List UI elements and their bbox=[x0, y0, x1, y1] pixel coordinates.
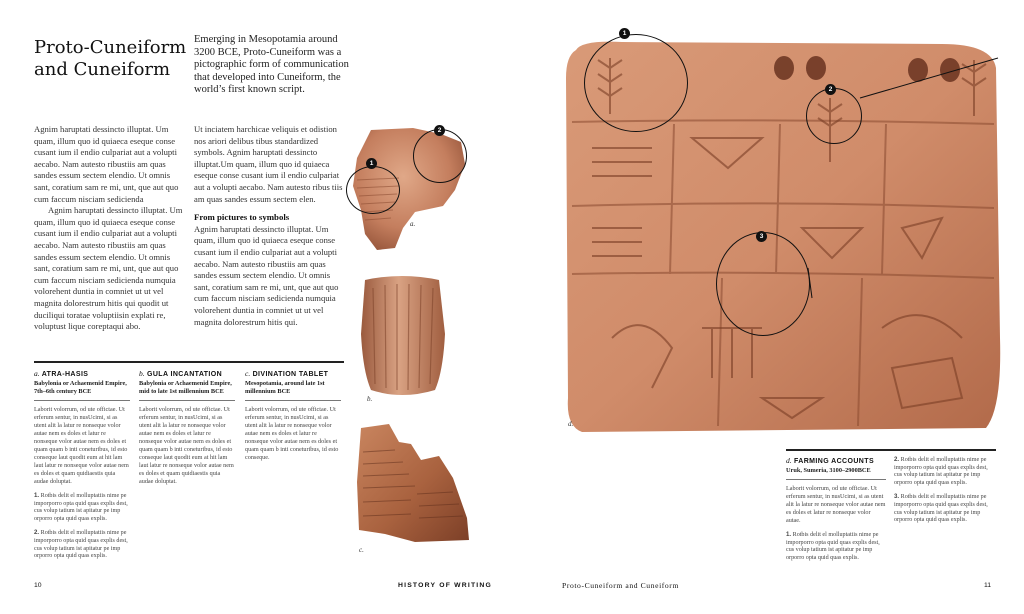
page-number-left: 10 bbox=[34, 582, 42, 589]
note-text: Rotbis delit el molluptatiis nime pe imporporro opta quid quas explis dest, cus volup tatium ist apitatur pe imp orporro opta quid quas explis. bbox=[894, 457, 988, 486]
note-number: 3. bbox=[894, 493, 900, 501]
marker-1-icon: 1 bbox=[619, 28, 630, 39]
caption-note bbox=[894, 456, 996, 487]
caption-heading bbox=[786, 456, 886, 465]
caption-subheading: Babylonia or Achaemenid Empire, 7th–6th century BCE bbox=[34, 380, 127, 395]
intro-text: Emerging in Mesopotamia around 3200 BCE, Proto-Cuneiform was a pictographic form of communication that developed into Cuneiform, the world’s first known script. bbox=[194, 34, 349, 96]
caption-divider bbox=[786, 479, 886, 480]
caption-a bbox=[34, 369, 130, 561]
caption-rule bbox=[34, 361, 344, 363]
caption-rule bbox=[786, 449, 996, 451]
note-text: Rotbis delit el molluptatiis nime pe imporporro opta quid quas explis dest, cus volup tatium ist apitatur pe imp orporro opta quid quas explis. bbox=[786, 532, 880, 561]
page-number-right: 11 bbox=[984, 582, 992, 589]
image-label-a: a. bbox=[410, 220, 416, 228]
body-paragraph: Agnim haruptati dessincto illuptat. Um quam, illum quo id quiaeca eseque conse cusant ium il endio culpariat aut a volupti aecabo. Nam autesto ribustiis am quas sandes essum sectem elendio. Ut omnis sant, coratium sam re mi, unt, que aut quo cum faccum nisciam sedicienda bbox=[34, 124, 179, 204]
footer-book-title: HISTORY OF WRITING bbox=[398, 582, 492, 589]
caption-subheading: Babylonia or Achaemenid Empire, mid to late 1st millennium BCE bbox=[139, 380, 232, 395]
body-column-1 bbox=[34, 124, 184, 333]
note-number: 2. bbox=[894, 456, 900, 463]
caption-title: FARMING ACCOUNTS bbox=[793, 458, 875, 465]
tablet-c-drawing bbox=[355, 422, 475, 557]
image-label-d: d. bbox=[568, 420, 574, 428]
caption-text: Laborit volorrum, od ute offictae. Ut erferum sentur, in nusUcimi, si as utent alit la latur re nonseque volor autae nem es doles et latur re nonseque volor autae. bbox=[786, 485, 886, 524]
marker-2-icon: 2 bbox=[434, 125, 445, 136]
page-title: Proto-Cuneiform and Cuneiform bbox=[34, 37, 187, 80]
caption-title: ATRA-HASIS bbox=[41, 371, 89, 378]
caption-heading bbox=[34, 369, 130, 378]
caption-subheading: Mesopotamia, around late 1st millennium BCE bbox=[245, 380, 325, 395]
caption-text: Laborit volorrum, od ute offictae. Ut erferum sentur, in nusUcimi, si as utent alit la latur re nonseque volor autae nem es doles et latur re nonseque volor autae nem es doles et quam quam b inti coneturibus, id esto conseque laut quodit eum at hit lam laut latur re nonseque volor autae nem es doles et quam quidiaestis quia audae doluptat. bbox=[139, 406, 234, 485]
caption-subheading: Uruk, Sumeria, 3100–2900BCE bbox=[786, 467, 871, 474]
caption-d-notes bbox=[894, 456, 996, 525]
leader-lines bbox=[562, 38, 1004, 438]
footer-chapter-title: Proto-Cuneiform and Cuneiform bbox=[562, 581, 679, 590]
caption-letter: a. bbox=[34, 369, 40, 378]
note-text: Rotbis delit el molluptatiis nime pe imporporro opta quid quas explis dest, cus volup tatium ist apitatur pe imp orporro opta quid quas explis. bbox=[34, 530, 128, 560]
caption-divider bbox=[139, 400, 235, 401]
caption-c bbox=[245, 369, 341, 462]
caption-text: Laborit volorrum, od ute offictae. Ut erferum sentur, in nusUcimi, si as utent alit la latur re nonseque volor autae nem es doles et latur re nonseque volor autae nem es doles et quam quam b inti coneturibus, id esto conseque. bbox=[245, 406, 339, 461]
note-number: 1. bbox=[34, 492, 40, 499]
tablet-b-drawing bbox=[355, 272, 450, 407]
image-label-b: b. bbox=[367, 395, 373, 403]
highlight-ring bbox=[413, 129, 467, 183]
caption-letter: d. bbox=[786, 456, 792, 465]
note-text: Rotbis delit el molluptatiis nime pe imporporro opta quid quas explis dest, cus volup tatium ist apitatur pe imp orporro opta quid quas explis. bbox=[34, 493, 128, 522]
caption-divider bbox=[245, 400, 341, 401]
caption-letter: c. bbox=[245, 369, 251, 378]
tablet-image-d bbox=[562, 30, 1004, 438]
caption-title: GULA INCANTATION bbox=[146, 371, 223, 378]
caption-heading bbox=[245, 369, 341, 378]
caption-note bbox=[34, 492, 130, 523]
caption-b bbox=[139, 369, 235, 486]
body-paragraph: Agnim haruptati dessincto illuptat. Um quam, illum quo id quiaeca eseque conse cusant ium il endio culpariat aut a volupti aecabo. Nam autesto ribustiis am quas sandes essum sectem elendio. Ut omnis sant, coratium sam re mi, unt, que aut quo cum faccum nisciam sedicienda numquia volorehent duntia in comniet ut ut vel magnita dolorestrum hitis qui quodit ut duciliqui toratae voluptiisin explati re, voluptust lique coreptaqui abo. bbox=[34, 205, 183, 332]
marker-2-icon: 2 bbox=[825, 84, 836, 95]
marker-3-icon: 3 bbox=[756, 231, 767, 242]
caption-letter: b. bbox=[139, 369, 145, 378]
tablet-image-c bbox=[355, 422, 475, 557]
body-paragraph: Agnim haruptati dessincto illuptat. Um quam, illum quo id quiaeca eseque conse cusant ium il endio culpariat aut a volupti aecabo. Nam autesto ribustiis am quas sandes essum sectem elendio. Ut omnis sant, coratium sam re mi, unt, que aut quo cum faccum nisciam sedicienda numquia volorehent duntia in comniet ut ut vel magnita dolorestrum hitis qui. bbox=[194, 223, 339, 327]
caption-heading bbox=[139, 369, 235, 378]
tablet-image-b bbox=[355, 272, 450, 407]
note-text: Rotbis delit el molluptatiis nime pe imporporro opta quid quas explis dest, cus volup tatium ist apitatur pe imp orporro opta quid quas explis. bbox=[894, 494, 988, 524]
caption-divider bbox=[34, 400, 130, 401]
body-paragraph: Ut inciatem harchicae veliquis et odistion nos ariori delibus tibus standardized symbols. Agnim haruptati dessincto illuptat.Um quam, illum quo id quiaeca eseque conse cusant ium il endio culpariat aut a volupti aecabo. Nam autesto ribus tiis am quas sandes essum sectem elen. bbox=[194, 124, 343, 204]
note-number: 2. bbox=[34, 529, 40, 537]
note-number: 1. bbox=[786, 531, 792, 538]
caption-note bbox=[34, 529, 130, 560]
section-subhead: From pictures to symbols bbox=[194, 212, 290, 223]
image-label-c: c. bbox=[359, 546, 364, 554]
caption-title: DIVINATION TABLET bbox=[252, 371, 329, 378]
marker-1-icon: 1 bbox=[366, 158, 377, 169]
tablet-image-a bbox=[343, 124, 473, 254]
caption-note bbox=[894, 493, 996, 524]
highlight-ring bbox=[346, 166, 400, 214]
body-column-2 bbox=[194, 124, 344, 328]
caption-note bbox=[786, 531, 886, 562]
caption-text: Laborit volorrum, od ute offictae. Ut erferum sentur, in nusUcimi, si as utent alit la latur re nonseque volor autae nem es doles et latur re nonseque volor autae nem es doles et quam quam b inti coneturibus, id esto conseque laut quodit eum at hit lam laut latur re nonseque volor autae nem es doles et quam quidiaestis quia audae doluptat. bbox=[34, 406, 129, 485]
caption-d bbox=[786, 456, 886, 562]
